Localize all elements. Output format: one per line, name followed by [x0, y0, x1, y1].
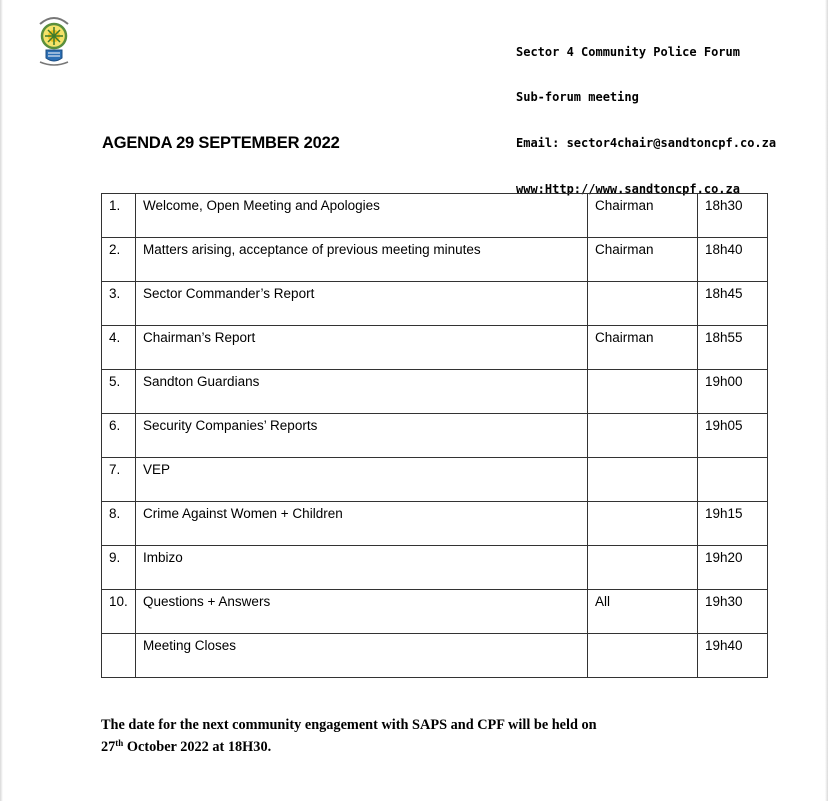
row-time: 19h00	[698, 370, 768, 414]
row-lead	[588, 546, 698, 590]
row-item: Crime Against Women + Children	[136, 502, 588, 546]
table-row	[102, 590, 768, 634]
row-time: 18h45	[698, 282, 768, 326]
row-number: 1.	[102, 194, 136, 238]
row-time: 19h40	[698, 634, 768, 678]
next-meeting-day: 27	[101, 739, 116, 755]
next-meeting-day-suffix: th	[115, 738, 124, 748]
table-row	[102, 634, 768, 678]
row-lead: All	[588, 590, 698, 634]
row-lead	[588, 370, 698, 414]
forum-name: Sector 4 Community Police Forum	[516, 44, 740, 59]
table-row	[102, 546, 768, 590]
row-item: Questions + Answers	[136, 590, 588, 634]
row-number: 5.	[102, 370, 136, 414]
row-number: 2.	[102, 238, 136, 282]
meeting-type: Sub-forum meeting	[516, 90, 639, 105]
row-number: 4.	[102, 326, 136, 370]
row-number: 9.	[102, 546, 136, 590]
row-time: 19h05	[698, 414, 768, 458]
next-meeting-line-2: October 2022 at 18H30.	[123, 739, 272, 755]
table-row	[102, 414, 768, 458]
row-number: 10.	[102, 590, 136, 634]
table-row	[102, 326, 768, 370]
row-item: Sandton Guardians	[136, 370, 588, 414]
row-number: 6.	[102, 414, 136, 458]
row-time: 18h30	[698, 194, 768, 238]
row-item: Meeting Closes	[136, 634, 588, 678]
row-time: 19h15	[698, 502, 768, 546]
row-number: 3.	[102, 282, 136, 326]
row-item: Imbizo	[136, 546, 588, 590]
cpf-crest-icon	[34, 12, 74, 68]
row-item: Matters arising, acceptance of previous meeting minutes	[136, 238, 588, 282]
forum-contact-header	[516, 14, 776, 213]
table-row	[102, 502, 768, 546]
row-lead	[588, 634, 698, 678]
table-row	[102, 194, 768, 238]
row-number: 7.	[102, 458, 136, 502]
website-url: www:Http://www.sandtoncpf.co.za	[516, 182, 740, 197]
table-row	[102, 282, 768, 326]
row-lead	[588, 414, 698, 458]
next-meeting-note	[101, 716, 597, 756]
row-number	[102, 634, 136, 678]
row-lead	[588, 282, 698, 326]
row-lead	[588, 502, 698, 546]
row-time: 18h40	[698, 238, 768, 282]
row-time	[698, 458, 768, 502]
agenda-table	[101, 193, 768, 678]
table-row	[102, 370, 768, 414]
row-lead: Chairman	[588, 194, 698, 238]
row-item: Chairman’s Report	[136, 326, 588, 370]
page-edge-left	[0, 0, 3, 801]
row-item: Security Companies’ Reports	[136, 414, 588, 458]
table-row	[102, 458, 768, 502]
row-lead: Chairman	[588, 326, 698, 370]
row-item: Sector Commander’s Report	[136, 282, 588, 326]
next-meeting-line-1: The date for the next community engagement with SAPS and CPF will be held on	[101, 717, 597, 733]
table-row	[102, 238, 768, 282]
page-title: AGENDA 29 SEPTEMBER 2022	[102, 134, 340, 152]
row-number: 8.	[102, 502, 136, 546]
row-time: 19h30	[698, 590, 768, 634]
row-lead	[588, 458, 698, 502]
contact-email: Email: sector4chair@sandtoncpf.co.za	[516, 136, 777, 151]
row-time: 18h55	[698, 326, 768, 370]
row-time: 19h20	[698, 546, 768, 590]
row-item: Welcome, Open Meeting and Apologies	[136, 194, 588, 238]
row-lead: Chairman	[588, 238, 698, 282]
row-item: VEP	[136, 458, 588, 502]
